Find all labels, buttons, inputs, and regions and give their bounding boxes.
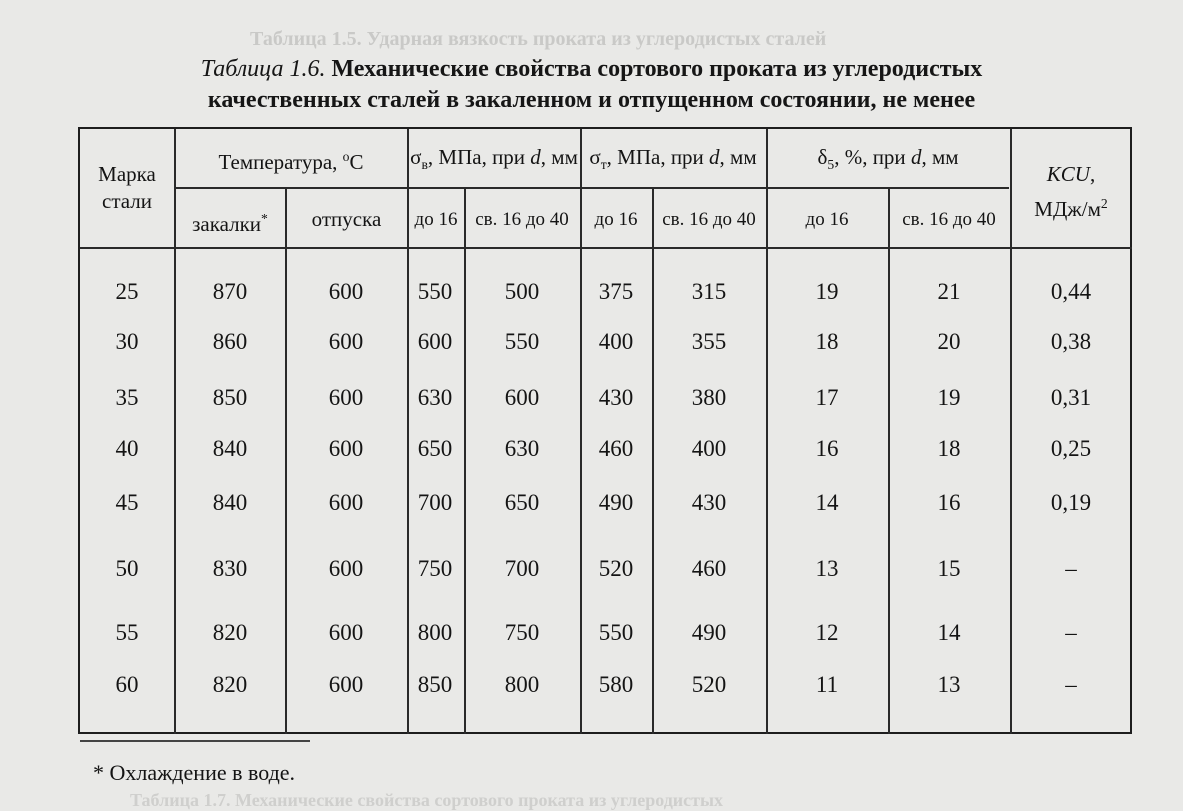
table-cell-kcu: 0,31 — [1050, 385, 1092, 410]
table-cell-sb16: 800 — [417, 620, 453, 645]
table-cell-sb40: 650 — [504, 490, 540, 515]
table-cell-sb16: 650 — [417, 436, 453, 461]
table-cell-sb16: 550 — [417, 279, 453, 304]
title-line-1: Механические свойства сортового проката из углеродистых — [331, 56, 983, 82]
table-cell-st40: 400 — [691, 436, 727, 461]
table-cell-kcu: – — [1065, 556, 1077, 581]
table-cell-d16: 19 — [815, 279, 839, 304]
table-cell-d40: 14 — [937, 620, 961, 645]
table-cell-sb16: 850 — [417, 672, 453, 697]
table-cell-kcu: 0,19 — [1050, 490, 1092, 515]
header-grade: Марка стали — [98, 162, 156, 213]
table-cell-quench: 860 — [212, 329, 248, 354]
table-cell-d40: 13 — [937, 672, 961, 697]
table-cell-kcu: – — [1065, 672, 1077, 697]
properties-table — [78, 127, 1132, 734]
table-cell-d40: 21 — [937, 279, 961, 304]
table-cell-grade: 35 — [115, 385, 139, 410]
table-cell-st16: 520 — [598, 556, 634, 581]
table-cell-temper: 600 — [328, 490, 364, 515]
table-cell-st16: 580 — [598, 672, 634, 697]
table-cell-temper: 600 — [328, 556, 364, 581]
table-cell-grade: 40 — [115, 436, 139, 461]
table-cell-d16: 18 — [815, 329, 839, 354]
table-cell-st40: 520 — [691, 672, 727, 697]
table-cell-st40: 315 — [691, 279, 727, 304]
header-kcu: KCU, МДж/$м^2$ — [1034, 162, 1108, 221]
table-cell-sb16: 600 — [417, 329, 453, 354]
header-st-upto16: до 16 — [594, 209, 638, 230]
table-cell-grade: 55 — [115, 620, 139, 645]
table-cell-temper: 600 — [328, 672, 364, 697]
table-cell-kcu: – — [1065, 620, 1077, 645]
table-cell-st16: 375 — [598, 279, 634, 304]
table-cell-quench: 830 — [212, 556, 248, 581]
table-cell-kcu: 0,44 — [1050, 279, 1092, 304]
footnote: * Охлаждение в воде. — [93, 760, 296, 785]
header-sb-upto16: до 16 — [414, 209, 458, 230]
table-cell-st40: 355 — [691, 329, 727, 354]
table-cell-sb40: 500 — [504, 279, 540, 304]
table-cell-grade: 45 — [115, 490, 139, 515]
title-line-2: качественных сталей в закаленном и отпущенном состоянии, не менее — [207, 87, 976, 113]
table-cell-d16: 11 — [815, 672, 839, 697]
table-cell-temper: 600 — [328, 329, 364, 354]
table-cell-sb40: 550 — [504, 329, 540, 354]
table-cell-temper: 600 — [328, 385, 364, 410]
table-cell-temper: 600 — [328, 436, 364, 461]
table-cell-st16: 400 — [598, 329, 634, 354]
table-cell-kcu: 0,38 — [1050, 329, 1092, 354]
table-cell-temper: 600 — [328, 620, 364, 645]
table-cell-st16: 460 — [598, 436, 634, 461]
table-cell-d16: 12 — [815, 620, 839, 645]
header-temper: отпуска — [311, 207, 382, 231]
table-cell-st16: 550 — [598, 620, 634, 645]
table-cell-sb40: 700 — [504, 556, 540, 581]
header-quench: закалки* — [192, 211, 268, 236]
table-cell-st40: 460 — [691, 556, 727, 581]
bleed-through-text: Таблица 1.5. Ударная вязкость проката из углеродистых сталей — [250, 28, 827, 50]
header-sigma-t: $\sigma_т$, МПа, при d, мм — [589, 145, 757, 173]
table-cell-grade: 30 — [115, 329, 139, 354]
table-cell-grade: 50 — [115, 556, 139, 581]
table-cell-st40: 380 — [691, 385, 727, 410]
header-delta5: $\delta_5$, %, при d, мм — [817, 145, 959, 173]
table-cell-quench: 820 — [212, 620, 248, 645]
header-sb-16-40: св. 16 до 40 — [475, 209, 569, 230]
footnote-rule — [80, 740, 310, 742]
header-d-16-40: св. 16 до 40 — [902, 209, 996, 230]
table-cell-st40: 430 — [691, 490, 727, 515]
header-d-upto16: до 16 — [805, 209, 849, 230]
table-cell-quench: 850 — [212, 385, 248, 410]
table-cell-sb40: 630 — [504, 436, 540, 461]
table-cell-d40: 18 — [937, 436, 961, 461]
table-cell-d16: 16 — [815, 436, 839, 461]
table-cell-quench: 840 — [212, 490, 248, 515]
table-cell-sb16: 630 — [417, 385, 453, 410]
header-st-16-40: св. 16 до 40 — [662, 209, 756, 230]
table-cell-quench: 870 — [212, 279, 248, 304]
table-cell-quench: 820 — [212, 672, 248, 697]
table-cell-st16: 490 — [598, 490, 634, 515]
table-cell-temper: 600 — [328, 279, 364, 304]
table-cell-sb16: 700 — [417, 490, 453, 515]
table-cell-quench: 840 — [212, 436, 248, 461]
header-sigma-b: $\sigma_в$, МПа, при d, мм — [410, 145, 578, 173]
table-cell-st16: 430 — [598, 385, 634, 410]
header-divider — [175, 187, 1009, 189]
table-cell-d16: 17 — [815, 385, 839, 410]
table-cell-sb40: 750 — [504, 620, 540, 645]
table-cell-kcu: 0,25 — [1050, 436, 1092, 461]
table-cell-grade: 60 — [115, 672, 139, 697]
table-cell-sb40: 800 — [504, 672, 540, 697]
table-cell-d40: 16 — [937, 490, 961, 515]
table-cell-sb40: 600 — [504, 385, 540, 410]
table-cell-d40: 20 — [937, 329, 961, 354]
table-cell-d40: 19 — [937, 385, 961, 410]
header-temperature: Температура, $^о$С — [218, 149, 364, 174]
table-cell-d16: 14 — [815, 490, 839, 515]
table-cell-grade: 25 — [115, 279, 139, 304]
table-cell-st40: 490 — [691, 620, 727, 645]
bleed-through-text-bottom: Таблица 1.7. Механические свойства сортового проката из углеродистых — [130, 790, 724, 810]
table-cell-d16: 13 — [815, 556, 839, 581]
table-title — [0, 54, 1183, 116]
table-label: Таблица 1.6. — [200, 56, 326, 82]
table-cell-sb16: 750 — [417, 556, 453, 581]
header-bottom-rule — [80, 247, 1132, 249]
table-cell-d40: 15 — [937, 556, 961, 581]
